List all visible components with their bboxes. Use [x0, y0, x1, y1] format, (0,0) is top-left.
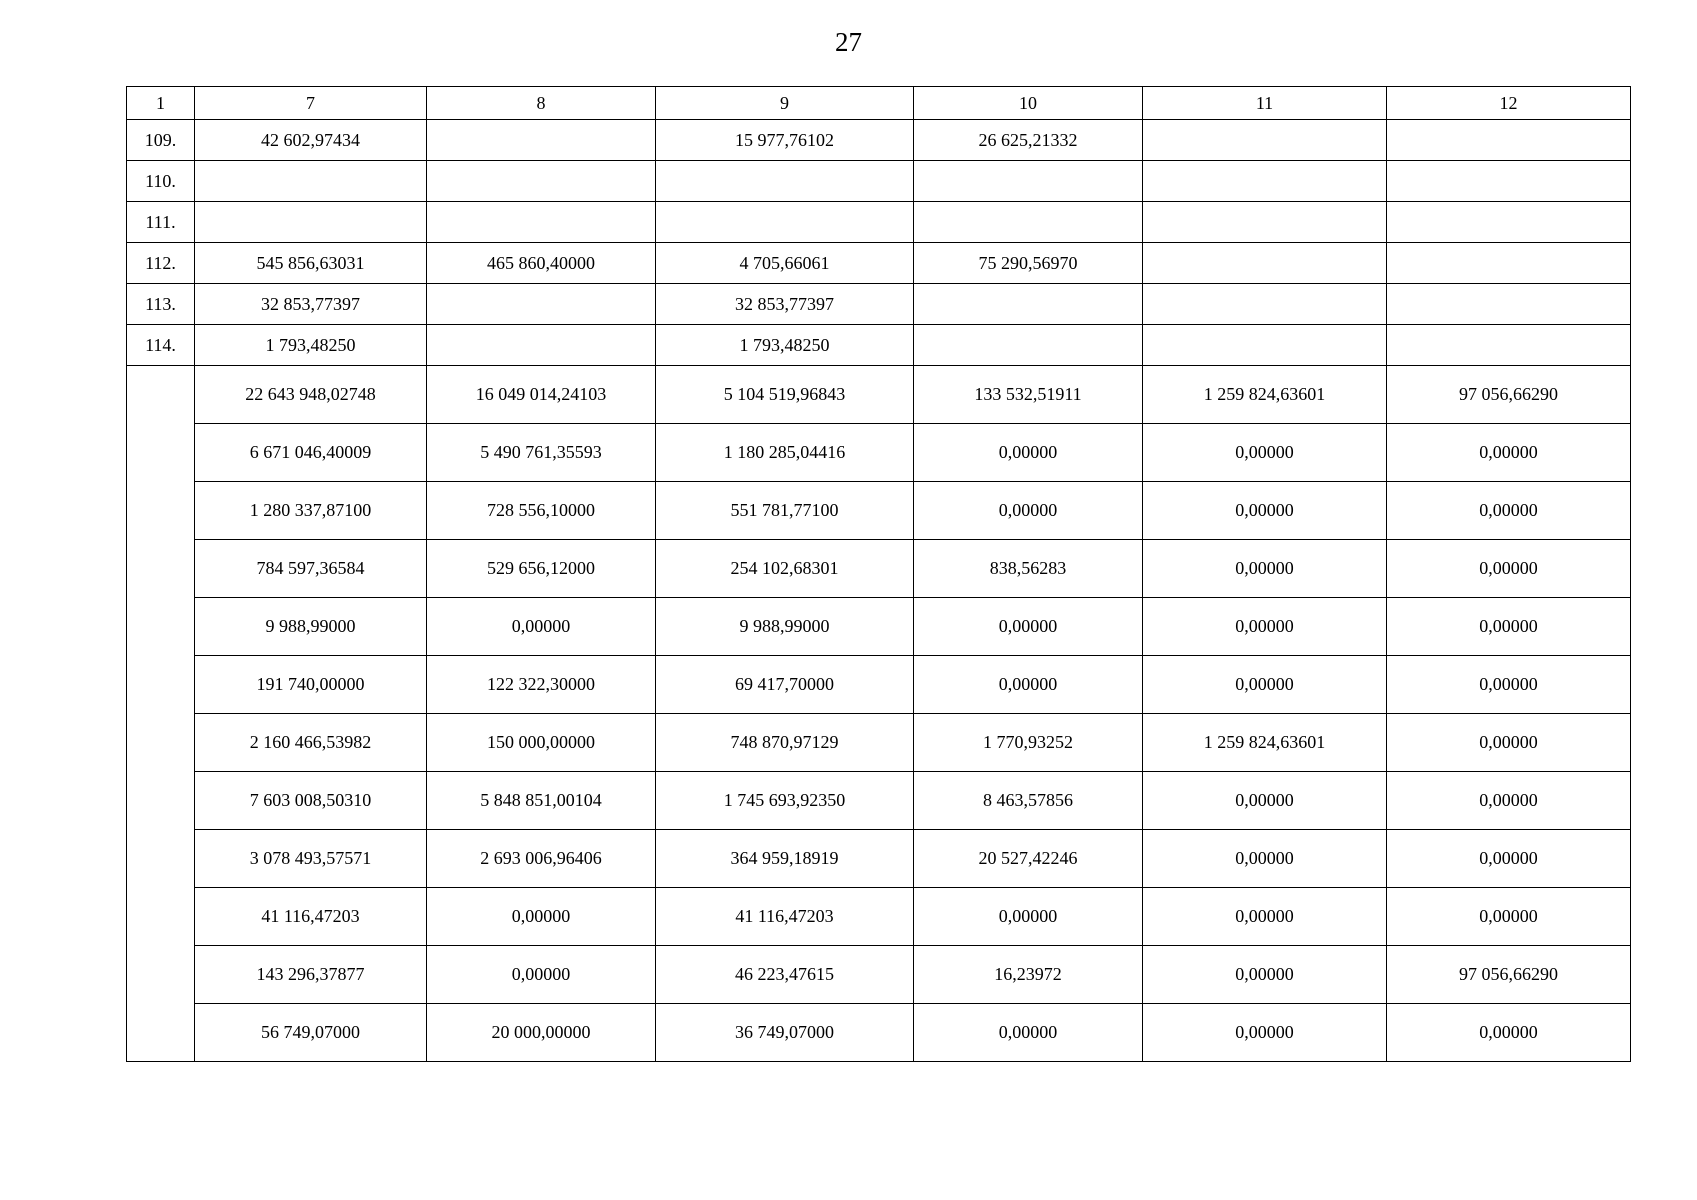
summary-row [127, 482, 1631, 540]
table-row [127, 202, 1631, 243]
table-cell: 0,00000 [1143, 482, 1387, 540]
table-cell: 0,00000 [1143, 946, 1387, 1004]
table-cell: 0,00000 [914, 656, 1143, 714]
table-cell: 20 000,00000 [427, 1004, 656, 1062]
column-header: 10 [914, 87, 1143, 120]
table-cell: 0,00000 [427, 598, 656, 656]
table-cell: 0,00000 [1387, 830, 1631, 888]
table-cell [1143, 243, 1387, 284]
row-number: 113. [127, 284, 195, 325]
table-row [127, 325, 1631, 366]
table-cell [1143, 202, 1387, 243]
table-cell: 6 671 046,40009 [195, 424, 427, 482]
table-cell: 97 056,66290 [1387, 366, 1631, 424]
table-cell: 748 870,97129 [656, 714, 914, 772]
table-cell: 728 556,10000 [427, 482, 656, 540]
table-cell: 1 280 337,87100 [195, 482, 427, 540]
table-cell: 0,00000 [1143, 1004, 1387, 1062]
table-cell: 3 078 493,57571 [195, 830, 427, 888]
table-cell: 7 603 008,50310 [195, 772, 427, 830]
table-cell: 1 259 824,63601 [1143, 714, 1387, 772]
table-cell: 75 290,56970 [914, 243, 1143, 284]
table-cell: 41 116,47203 [656, 888, 914, 946]
table-cell: 0,00000 [1143, 540, 1387, 598]
summary-row [127, 714, 1631, 772]
table-cell: 0,00000 [1387, 772, 1631, 830]
table-cell: 133 532,51911 [914, 366, 1143, 424]
column-header: 1 [127, 87, 195, 120]
table-cell: 0,00000 [1143, 772, 1387, 830]
column-header: 12 [1387, 87, 1631, 120]
table-row [127, 120, 1631, 161]
table-cell: 5 104 519,96843 [656, 366, 914, 424]
table-cell [195, 161, 427, 202]
row-number: 109. [127, 120, 195, 161]
table-row [127, 243, 1631, 284]
table-cell: 15 977,76102 [656, 120, 914, 161]
table-cell: 0,00000 [427, 888, 656, 946]
table-cell: 32 853,77397 [195, 284, 427, 325]
table-cell: 545 856,63031 [195, 243, 427, 284]
table-cell [1143, 161, 1387, 202]
column-header: 9 [656, 87, 914, 120]
row-number: 112. [127, 243, 195, 284]
table-cell: 784 597,36584 [195, 540, 427, 598]
summary-row [127, 598, 1631, 656]
table-cell [427, 120, 656, 161]
table-cell: 20 527,42246 [914, 830, 1143, 888]
data-table [126, 86, 1631, 1062]
summary-row [127, 424, 1631, 482]
table-cell: 1 259 824,63601 [1143, 366, 1387, 424]
summary-row [127, 772, 1631, 830]
table-cell: 0,00000 [1143, 424, 1387, 482]
table-cell: 46 223,47615 [656, 946, 914, 1004]
table-cell: 97 056,66290 [1387, 946, 1631, 1004]
table-cell [656, 202, 914, 243]
table-cell: 0,00000 [1387, 598, 1631, 656]
table-cell [1143, 325, 1387, 366]
table-cell: 143 296,37877 [195, 946, 427, 1004]
table-cell: 0,00000 [914, 424, 1143, 482]
table-cell [1143, 120, 1387, 161]
table-cell [1387, 325, 1631, 366]
table-cell: 1 793,48250 [656, 325, 914, 366]
table-cell: 364 959,18919 [656, 830, 914, 888]
table-cell: 1 745 693,92350 [656, 772, 914, 830]
table-cell [1387, 161, 1631, 202]
table-cell [914, 202, 1143, 243]
summary-row [127, 366, 1631, 424]
table-cell [195, 202, 427, 243]
summary-row [127, 946, 1631, 1004]
table-cell: 5 490 761,35593 [427, 424, 656, 482]
table-cell [914, 161, 1143, 202]
table-cell: 42 602,97434 [195, 120, 427, 161]
table-cell [914, 284, 1143, 325]
table-cell: 16,23972 [914, 946, 1143, 1004]
table-cell [1387, 120, 1631, 161]
table-cell [427, 284, 656, 325]
table-cell: 41 116,47203 [195, 888, 427, 946]
table-cell: 16 049 014,24103 [427, 366, 656, 424]
table-cell: 191 740,00000 [195, 656, 427, 714]
table-cell [1387, 202, 1631, 243]
table-cell: 0,00000 [914, 598, 1143, 656]
table-cell: 26 625,21332 [914, 120, 1143, 161]
table-cell: 5 848 851,00104 [427, 772, 656, 830]
column-header: 11 [1143, 87, 1387, 120]
table-cell: 1 770,93252 [914, 714, 1143, 772]
table-cell: 0,00000 [1387, 714, 1631, 772]
table-cell: 465 860,40000 [427, 243, 656, 284]
table-row [127, 284, 1631, 325]
table-cell: 0,00000 [1387, 656, 1631, 714]
column-header: 8 [427, 87, 656, 120]
table-cell: 22 643 948,02748 [195, 366, 427, 424]
table-cell [1387, 284, 1631, 325]
table-cell [427, 161, 656, 202]
table-cell: 9 988,99000 [195, 598, 427, 656]
summary-row [127, 656, 1631, 714]
table-cell: 838,56283 [914, 540, 1143, 598]
table-cell: 4 705,66061 [656, 243, 914, 284]
table-cell: 9 988,99000 [656, 598, 914, 656]
table-cell: 551 781,77100 [656, 482, 914, 540]
table-cell: 0,00000 [914, 1004, 1143, 1062]
table-cell: 0,00000 [1387, 424, 1631, 482]
table-cell [427, 202, 656, 243]
table-cell: 0,00000 [914, 888, 1143, 946]
summary-row [127, 830, 1631, 888]
row-number: 110. [127, 161, 195, 202]
merged-number-cell [127, 366, 195, 1062]
summary-row [127, 1004, 1631, 1062]
table-cell: 1 793,48250 [195, 325, 427, 366]
table-cell: 122 322,30000 [427, 656, 656, 714]
table-cell: 0,00000 [1143, 888, 1387, 946]
table-cell: 2 693 006,96406 [427, 830, 656, 888]
table-cell: 0,00000 [1387, 540, 1631, 598]
table-cell: 69 417,70000 [656, 656, 914, 714]
table-cell: 254 102,68301 [656, 540, 914, 598]
row-number: 111. [127, 202, 195, 243]
table-cell: 8 463,57856 [914, 772, 1143, 830]
table-cell: 150 000,00000 [427, 714, 656, 772]
table-cell: 0,00000 [914, 482, 1143, 540]
table-cell [914, 325, 1143, 366]
table-cell: 529 656,12000 [427, 540, 656, 598]
table-cell: 0,00000 [1387, 482, 1631, 540]
table-cell: 0,00000 [1143, 656, 1387, 714]
table-cell: 1 180 285,04416 [656, 424, 914, 482]
table-cell: 0,00000 [427, 946, 656, 1004]
table-cell [1143, 284, 1387, 325]
table-body [127, 87, 1631, 1062]
table-cell: 2 160 466,53982 [195, 714, 427, 772]
summary-row [127, 540, 1631, 598]
table-cell: 0,00000 [1387, 1004, 1631, 1062]
row-number: 114. [127, 325, 195, 366]
table-row [127, 161, 1631, 202]
summary-row [127, 888, 1631, 946]
table-cell [427, 325, 656, 366]
table-cell: 0,00000 [1143, 830, 1387, 888]
column-header: 7 [195, 87, 427, 120]
table-cell: 32 853,77397 [656, 284, 914, 325]
table-cell: 56 749,07000 [195, 1004, 427, 1062]
table-cell: 36 749,07000 [656, 1004, 914, 1062]
table-cell [656, 161, 914, 202]
page-number: 27 [835, 27, 862, 57]
table-cell [1387, 243, 1631, 284]
table-cell: 0,00000 [1387, 888, 1631, 946]
table-cell: 0,00000 [1143, 598, 1387, 656]
table-header-row [127, 87, 1631, 120]
